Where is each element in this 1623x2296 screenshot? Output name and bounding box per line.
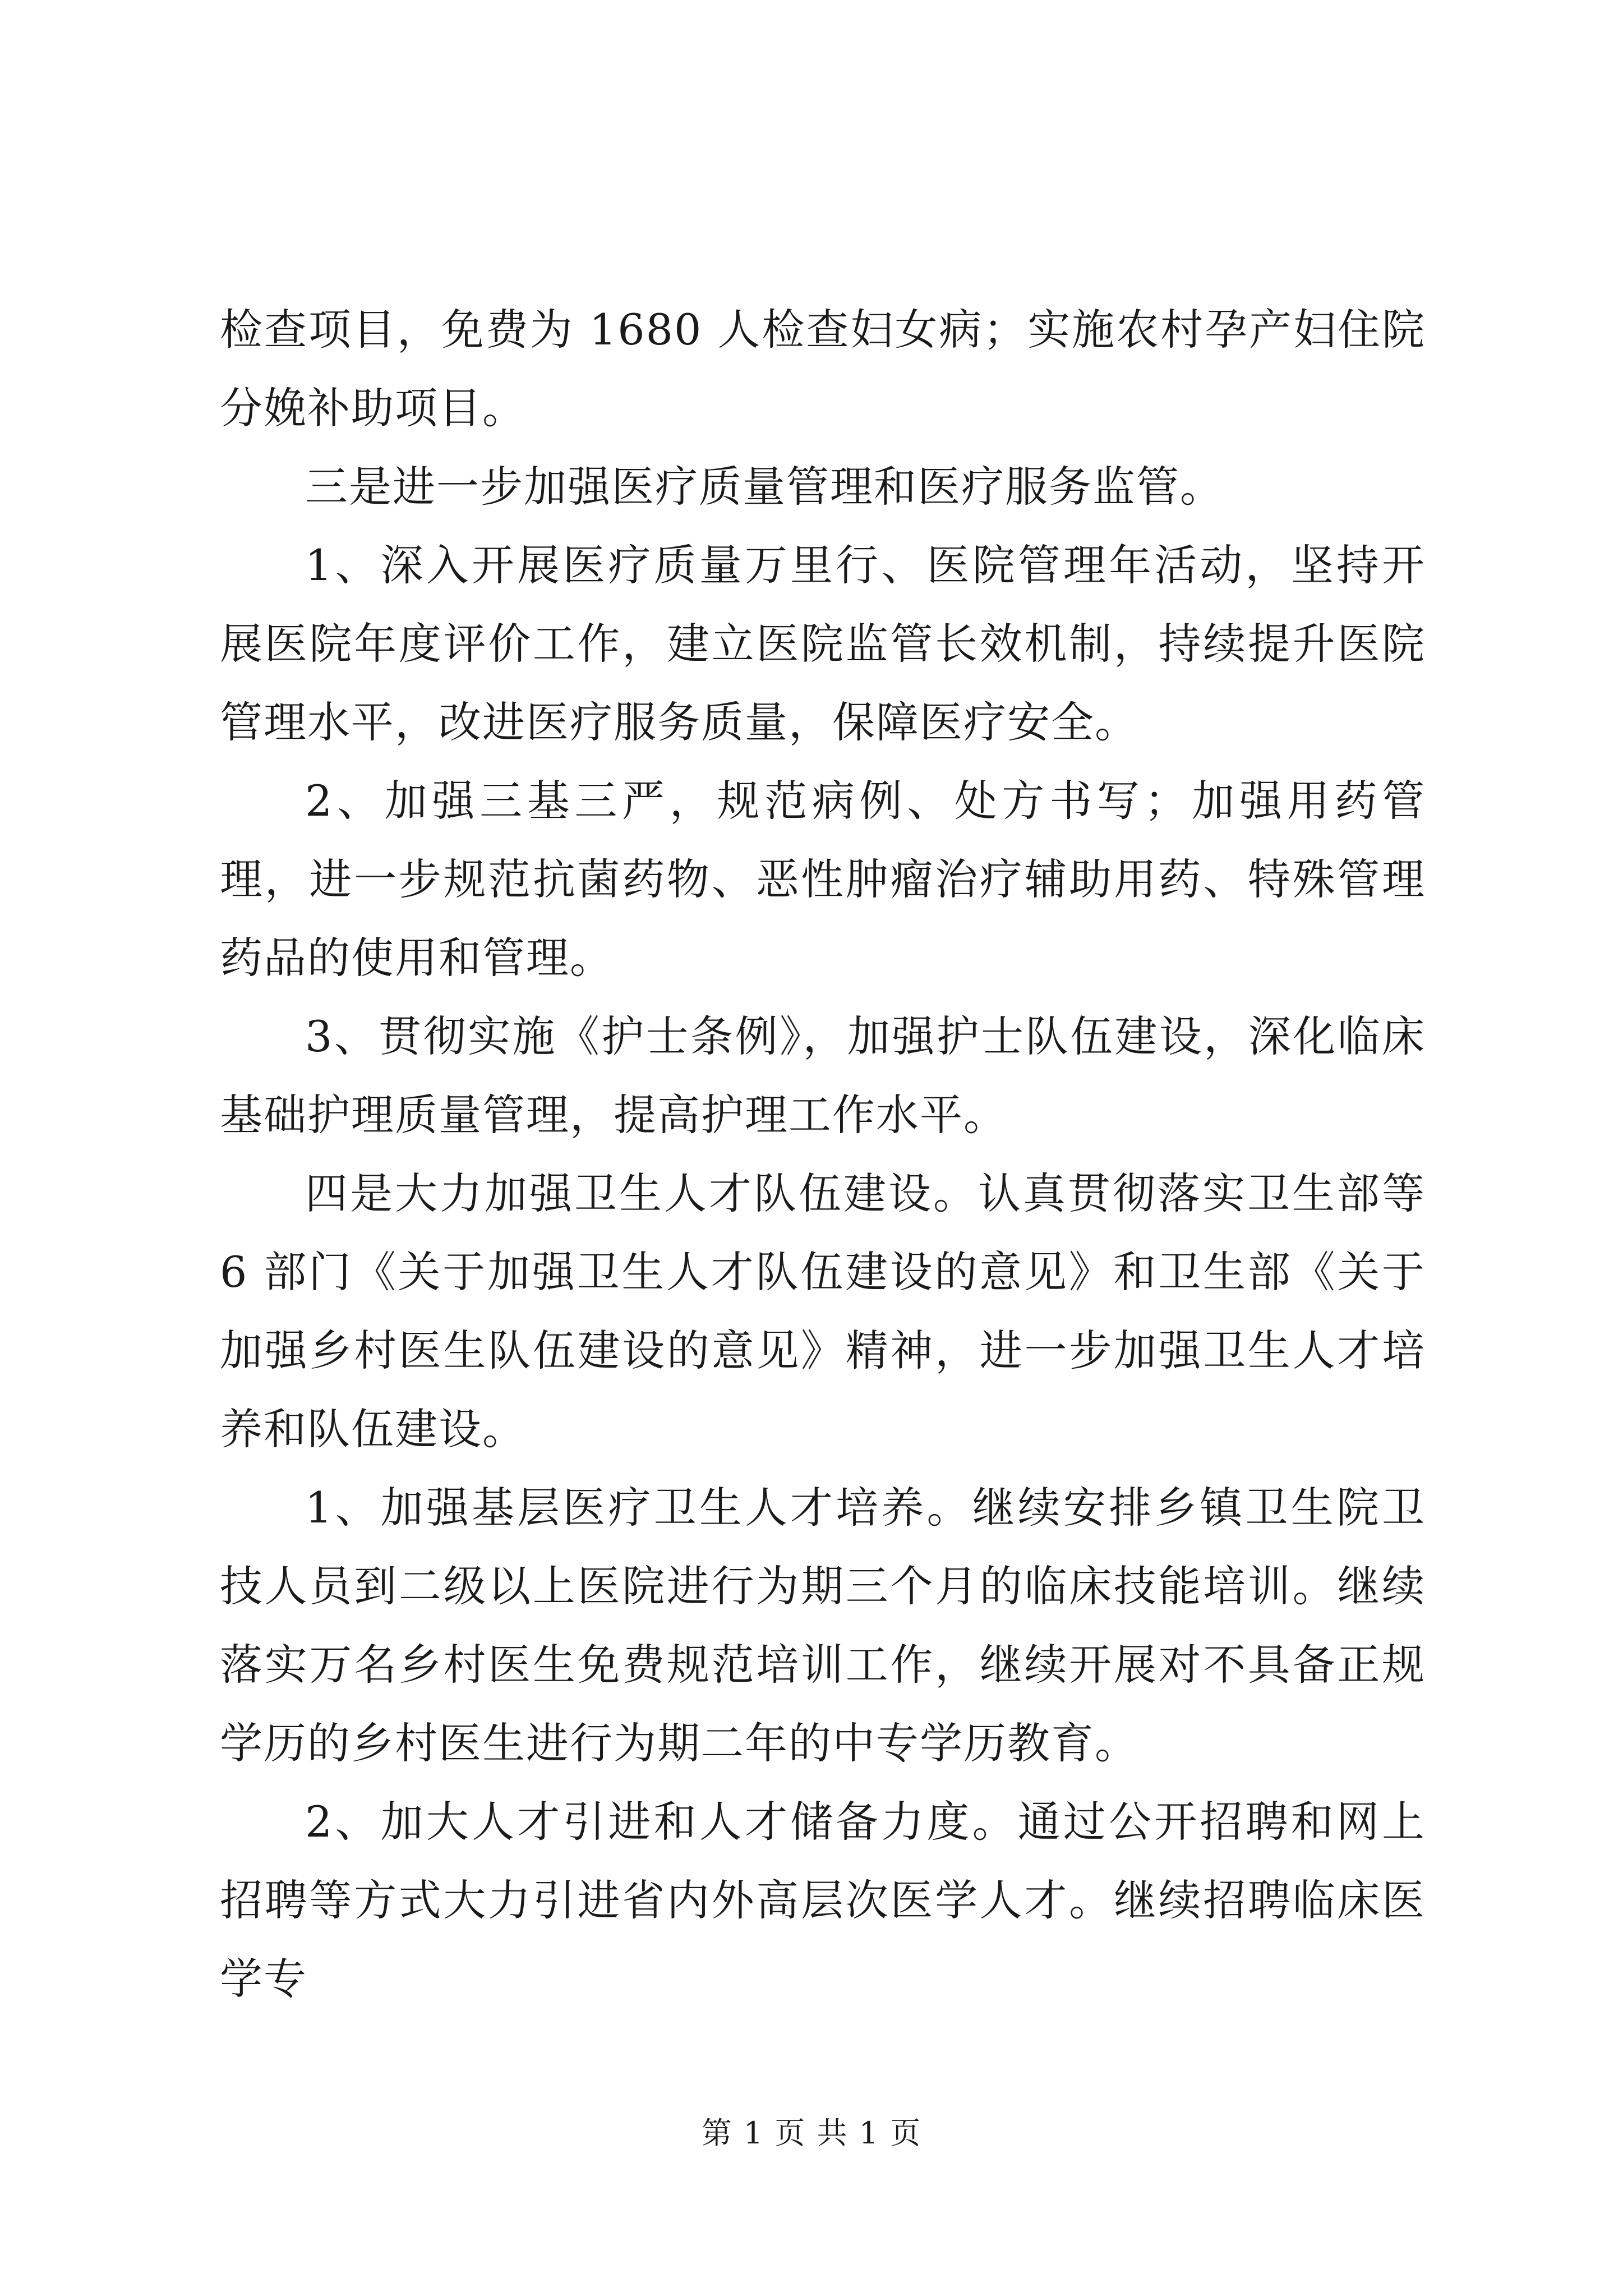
paragraph-4: 2、加强三基三严，规范病例、处方书写；加强用药管理，进一步规范抗菌药物、恶性肿瘤治疗辅助用药、特殊管理药品的使用和管理。 (220, 776, 1426, 983)
paragraph-5: 3、贯彻实施《护士条例》，加强护士队伍建设，深化临床基础护理质量管理，提高护理工作水平。 (220, 1011, 1426, 1140)
page-footer: 第 1 页 共 1 页 (701, 2115, 922, 2151)
document-body (220, 291, 1441, 2018)
paragraph-6: 四是大力加强卫生人才队伍建设。认真贯彻落实卫生部等 6 部门《关于加强卫生人才队伍建设的意见》和卫生部《关于加强乡村医生队伍建设的意见》精神，进一步加强卫生人才培养和队伍建设。 (220, 1168, 1441, 1454)
paragraph-7: 1、加强基层医疗卫生人才培养。继续安排乡镇卫生院卫技人员到二级以上医院进行为期三个月的临床技能培训。继续落实万名乡村医生免费规范培训工作，继续开展对不具备正规学历的乡村医生进行为期二年的中专学历教育。 (220, 1483, 1426, 1768)
paragraph-2: 三是进一步加强医疗质量管理和医疗服务监管。 (305, 462, 1224, 512)
paragraph-1: 检查项目，免费为 1680 人检查妇女病；实施农村孕产妇住院分娩补助项目。 (220, 305, 1426, 433)
paragraph-8: 2、加大人才引进和人才储备力度。通过公开招聘和网上招聘等方式大力引进省内外高层次医学人才。继续招聘临床医学专 (220, 1797, 1426, 2004)
paragraph-3: 1、深入开展医疗质量万里行、医院管理年活动，坚持开展医院年度评价工作，建立医院监管长效机制，持续提升医院管理水平，改进医疗服务质量，保障医疗安全。 (220, 540, 1426, 747)
